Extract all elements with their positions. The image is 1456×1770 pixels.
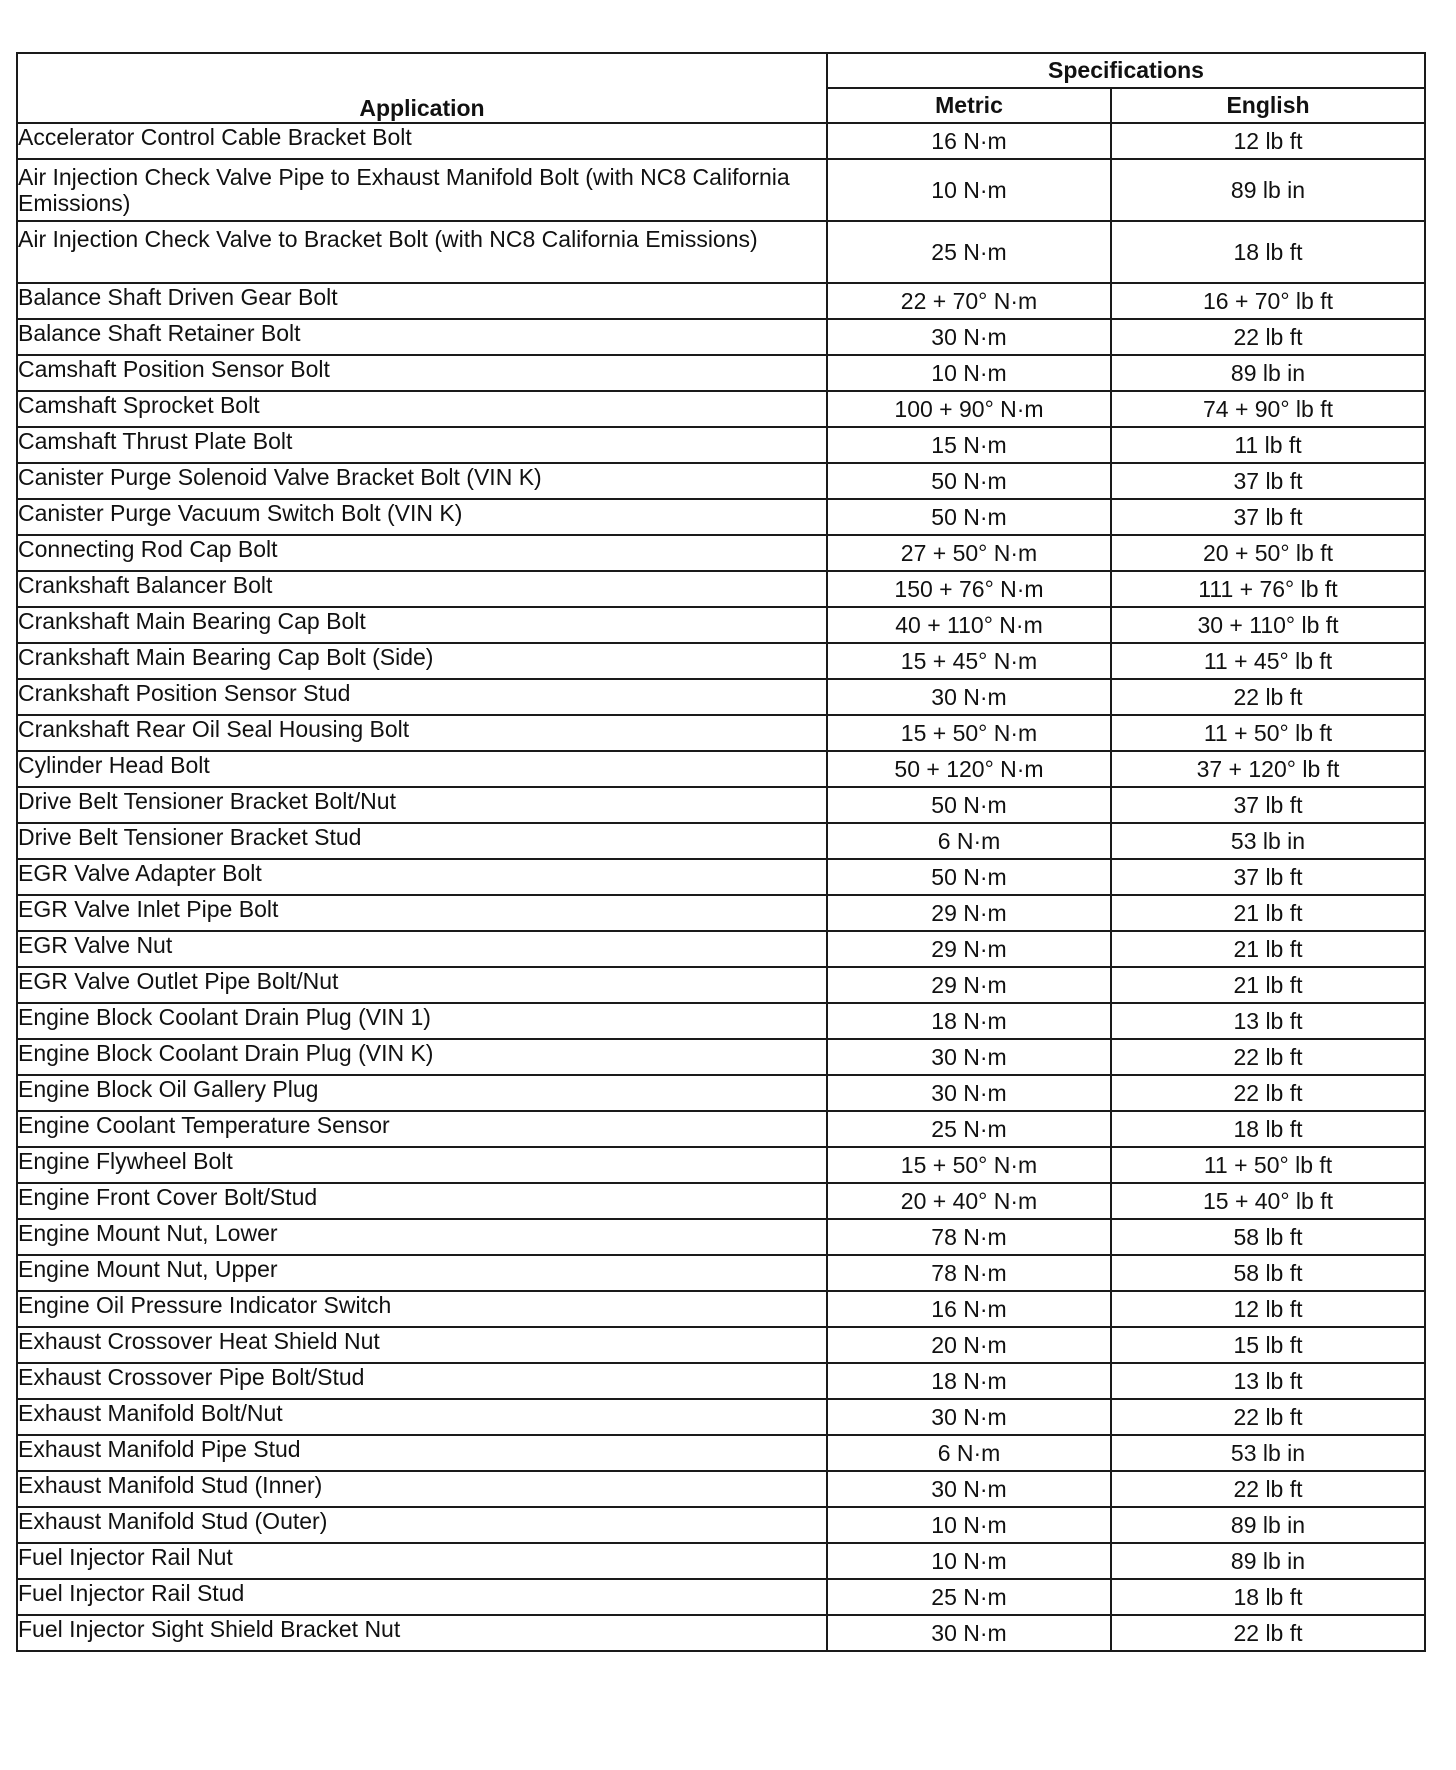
table-row [17, 715, 1425, 751]
cell-english: 37 lb ft [1111, 499, 1425, 535]
cell-application: Engine Flywheel Bolt [17, 1147, 827, 1183]
cell-application: Balance Shaft Driven Gear Bolt [17, 283, 827, 319]
table-header [17, 53, 1425, 123]
cell-english: 13 lb ft [1111, 1363, 1425, 1399]
cell-english: 20 + 50° lb ft [1111, 535, 1425, 571]
cell-application: Canister Purge Vacuum Switch Bolt (VIN K) [17, 499, 827, 535]
cell-application: Accelerator Control Cable Bracket Bolt [17, 123, 827, 159]
cell-metric: 100 + 90° N·m [827, 391, 1111, 427]
cell-metric: 29 N·m [827, 967, 1111, 1003]
cell-metric: 10 N·m [827, 159, 1111, 221]
table-row [17, 1615, 1425, 1651]
cell-english: 21 lb ft [1111, 895, 1425, 931]
table-row [17, 427, 1425, 463]
table-row [17, 787, 1425, 823]
table-row [17, 1183, 1425, 1219]
cell-english: 15 lb ft [1111, 1327, 1425, 1363]
cell-metric: 29 N·m [827, 895, 1111, 931]
cell-metric: 15 + 45° N·m [827, 643, 1111, 679]
cell-metric: 30 N·m [827, 1615, 1111, 1651]
table-row [17, 967, 1425, 1003]
cell-english: 111 + 76° lb ft [1111, 571, 1425, 607]
cell-metric: 30 N·m [827, 319, 1111, 355]
cell-english: 53 lb in [1111, 1435, 1425, 1471]
cell-application: Exhaust Manifold Pipe Stud [17, 1435, 827, 1471]
cell-english: 12 lb ft [1111, 1291, 1425, 1327]
table-row [17, 931, 1425, 967]
cell-application: Exhaust Manifold Stud (Outer) [17, 1507, 827, 1543]
cell-metric: 16 N·m [827, 1291, 1111, 1327]
cell-english: 21 lb ft [1111, 967, 1425, 1003]
cell-application: Fuel Injector Rail Stud [17, 1579, 827, 1615]
table-row [17, 571, 1425, 607]
cell-application: Crankshaft Balancer Bolt [17, 571, 827, 607]
cell-english: 22 lb ft [1111, 1075, 1425, 1111]
cell-application: Fuel Injector Rail Nut [17, 1543, 827, 1579]
cell-metric: 27 + 50° N·m [827, 535, 1111, 571]
cell-english: 22 lb ft [1111, 1471, 1425, 1507]
table-row [17, 1399, 1425, 1435]
cell-application: Air Injection Check Valve Pipe to Exhaust Manifold Bolt (with NC8 California Emissions) [17, 159, 827, 221]
table-row [17, 499, 1425, 535]
table-row [17, 1507, 1425, 1543]
cell-metric: 25 N·m [827, 1579, 1111, 1615]
cell-metric: 18 N·m [827, 1003, 1111, 1039]
table-row [17, 859, 1425, 895]
cell-application: Crankshaft Position Sensor Stud [17, 679, 827, 715]
cell-english: 74 + 90° lb ft [1111, 391, 1425, 427]
cell-application: Fuel Injector Sight Shield Bracket Nut [17, 1615, 827, 1651]
cell-application: Crankshaft Main Bearing Cap Bolt (Side) [17, 643, 827, 679]
cell-application: Engine Mount Nut, Upper [17, 1255, 827, 1291]
table-row [17, 607, 1425, 643]
table-row [17, 751, 1425, 787]
cell-metric: 22 + 70° N·m [827, 283, 1111, 319]
cell-english: 11 lb ft [1111, 427, 1425, 463]
table-row [17, 463, 1425, 499]
cell-metric: 30 N·m [827, 1399, 1111, 1435]
table-row [17, 679, 1425, 715]
cell-application: Engine Block Coolant Drain Plug (VIN 1) [17, 1003, 827, 1039]
cell-english: 30 + 110° lb ft [1111, 607, 1425, 643]
cell-application: EGR Valve Nut [17, 931, 827, 967]
cell-metric: 30 N·m [827, 679, 1111, 715]
table-row [17, 1075, 1425, 1111]
cell-application: Crankshaft Rear Oil Seal Housing Bolt [17, 715, 827, 751]
table-row [17, 1291, 1425, 1327]
cell-english: 18 lb ft [1111, 221, 1425, 283]
cell-english: 37 lb ft [1111, 859, 1425, 895]
cell-application: Camshaft Thrust Plate Bolt [17, 427, 827, 463]
cell-metric: 15 + 50° N·m [827, 715, 1111, 751]
table-row [17, 823, 1425, 859]
table-row [17, 391, 1425, 427]
cell-english: 37 + 120° lb ft [1111, 751, 1425, 787]
cell-english: 21 lb ft [1111, 931, 1425, 967]
cell-application: Drive Belt Tensioner Bracket Stud [17, 823, 827, 859]
cell-english: 58 lb ft [1111, 1255, 1425, 1291]
cell-application: EGR Valve Adapter Bolt [17, 859, 827, 895]
cell-english: 37 lb ft [1111, 463, 1425, 499]
cell-application: Engine Oil Pressure Indicator Switch [17, 1291, 827, 1327]
cell-metric: 6 N·m [827, 823, 1111, 859]
cell-english: 22 lb ft [1111, 1615, 1425, 1651]
cell-metric: 30 N·m [827, 1471, 1111, 1507]
cell-metric: 25 N·m [827, 221, 1111, 283]
cell-application: Exhaust Manifold Stud (Inner) [17, 1471, 827, 1507]
cell-metric: 15 N·m [827, 427, 1111, 463]
cell-application: Engine Front Cover Bolt/Stud [17, 1183, 827, 1219]
cell-application: Camshaft Sprocket Bolt [17, 391, 827, 427]
cell-metric: 50 + 120° N·m [827, 751, 1111, 787]
table-row [17, 1363, 1425, 1399]
cell-metric: 29 N·m [827, 931, 1111, 967]
header-metric: Metric [827, 88, 1111, 123]
cell-application: Engine Block Coolant Drain Plug (VIN K) [17, 1039, 827, 1075]
table-row [17, 355, 1425, 391]
table-row [17, 1435, 1425, 1471]
cell-application: Drive Belt Tensioner Bracket Bolt/Nut [17, 787, 827, 823]
table-row [17, 123, 1425, 159]
table-row [17, 1543, 1425, 1579]
cell-english: 18 lb ft [1111, 1579, 1425, 1615]
cell-english: 37 lb ft [1111, 787, 1425, 823]
table-row [17, 1255, 1425, 1291]
table-row [17, 1039, 1425, 1075]
cell-application: Engine Block Oil Gallery Plug [17, 1075, 827, 1111]
cell-application: Engine Mount Nut, Lower [17, 1219, 827, 1255]
table-row [17, 1219, 1425, 1255]
cell-metric: 6 N·m [827, 1435, 1111, 1471]
cell-metric: 20 N·m [827, 1327, 1111, 1363]
cell-metric: 50 N·m [827, 787, 1111, 823]
cell-metric: 15 + 50° N·m [827, 1147, 1111, 1183]
table-row [17, 535, 1425, 571]
cell-metric: 50 N·m [827, 463, 1111, 499]
cell-metric: 50 N·m [827, 499, 1111, 535]
cell-english: 58 lb ft [1111, 1219, 1425, 1255]
table-row [17, 1327, 1425, 1363]
cell-english: 22 lb ft [1111, 679, 1425, 715]
table-row [17, 643, 1425, 679]
cell-english: 89 lb in [1111, 355, 1425, 391]
cell-english: 16 + 70° lb ft [1111, 283, 1425, 319]
table-row [17, 1579, 1425, 1615]
table-row [17, 1147, 1425, 1183]
cell-application: Balance Shaft Retainer Bolt [17, 319, 827, 355]
table-row [17, 895, 1425, 931]
cell-english: 11 + 45° lb ft [1111, 643, 1425, 679]
cell-english: 22 lb ft [1111, 319, 1425, 355]
header-specifications: Specifications [827, 53, 1425, 88]
cell-application: Engine Coolant Temperature Sensor [17, 1111, 827, 1147]
header-application: Application [17, 53, 827, 123]
cell-application: Crankshaft Main Bearing Cap Bolt [17, 607, 827, 643]
cell-application: EGR Valve Outlet Pipe Bolt/Nut [17, 967, 827, 1003]
cell-application: Exhaust Manifold Bolt/Nut [17, 1399, 827, 1435]
cell-application: Cylinder Head Bolt [17, 751, 827, 787]
cell-english: 13 lb ft [1111, 1003, 1425, 1039]
cell-english: 12 lb ft [1111, 123, 1425, 159]
cell-english: 11 + 50° lb ft [1111, 1147, 1425, 1183]
cell-metric: 50 N·m [827, 859, 1111, 895]
table-body [17, 123, 1425, 1651]
cell-application: Connecting Rod Cap Bolt [17, 535, 827, 571]
cell-metric: 18 N·m [827, 1363, 1111, 1399]
table-row [17, 159, 1425, 221]
header-english: English [1111, 88, 1425, 123]
cell-metric: 25 N·m [827, 1111, 1111, 1147]
cell-metric: 78 N·m [827, 1219, 1111, 1255]
cell-metric: 30 N·m [827, 1075, 1111, 1111]
cell-metric: 10 N·m [827, 1543, 1111, 1579]
cell-metric: 40 + 110° N·m [827, 607, 1111, 643]
cell-metric: 30 N·m [827, 1039, 1111, 1075]
torque-spec-table [16, 52, 1426, 1652]
cell-english: 15 + 40° lb ft [1111, 1183, 1425, 1219]
cell-english: 89 lb in [1111, 1543, 1425, 1579]
cell-metric: 10 N·m [827, 1507, 1111, 1543]
cell-english: 89 lb in [1111, 1507, 1425, 1543]
table-row [17, 1471, 1425, 1507]
cell-application: EGR Valve Inlet Pipe Bolt [17, 895, 827, 931]
cell-english: 18 lb ft [1111, 1111, 1425, 1147]
cell-application: Air Injection Check Valve to Bracket Bolt (with NC8 California Emissions) [17, 221, 827, 283]
cell-metric: 10 N·m [827, 355, 1111, 391]
cell-application: Canister Purge Solenoid Valve Bracket Bolt (VIN K) [17, 463, 827, 499]
cell-english: 11 + 50° lb ft [1111, 715, 1425, 751]
cell-metric: 150 + 76° N·m [827, 571, 1111, 607]
cell-metric: 20 + 40° N·m [827, 1183, 1111, 1219]
cell-english: 22 lb ft [1111, 1399, 1425, 1435]
cell-metric: 16 N·m [827, 123, 1111, 159]
cell-english: 22 lb ft [1111, 1039, 1425, 1075]
cell-application: Exhaust Crossover Heat Shield Nut [17, 1327, 827, 1363]
cell-application: Camshaft Position Sensor Bolt [17, 355, 827, 391]
cell-metric: 78 N·m [827, 1255, 1111, 1291]
table-row [17, 319, 1425, 355]
cell-application: Exhaust Crossover Pipe Bolt/Stud [17, 1363, 827, 1399]
table-row [17, 1003, 1425, 1039]
table-row [17, 221, 1425, 283]
table-row [17, 1111, 1425, 1147]
table-row [17, 283, 1425, 319]
cell-english: 53 lb in [1111, 823, 1425, 859]
cell-english: 89 lb in [1111, 159, 1425, 221]
